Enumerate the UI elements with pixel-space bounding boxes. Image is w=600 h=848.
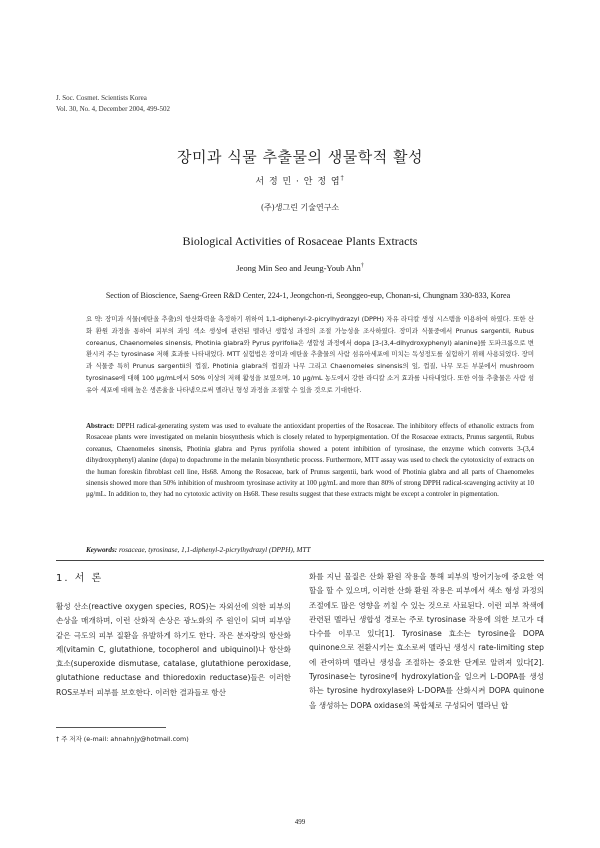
section-heading-introduction: 1. 서 론: [56, 573, 104, 584]
journal-volume: Vol. 30, No. 4, December 2004, 499-502: [56, 105, 170, 113]
footnote-divider: [56, 727, 166, 728]
keywords: [86, 546, 534, 554]
korean-abstract: 요 약: 장미과 식물(에탄올 추출)의 항산화력을 측정하기 위하여 1,1-diphenyl-2-picrylhydrazyl (DPPH) 자유 라디칼 생성 시스템을 이용하여 하였다. 또한 산화 환원 과정을 통하여 피부의 과잉 색소 생성에 관련된 멜라닌 생합성 과정의 조절 가능성을 조사하였다. 장미과 식물중에서 Prunus sargentii, Rubus coreanus, Chaenomeles sinensis, Photinia glabra와 Pyrus pyrifolia은 생합성 과정에서 dopa [3-(3,4-dihydroxyphenyl) alanine]를 도파크롬으로 변환시켜 주는 tyrosinase 저해 효과를 나타내었다. MTT 실험법은 장미과 에탄올 추출물의 사람 섬유아세포에 미치는 독성정도를 실험하기 위해 사용되었다. 장미과 식물중 특히 Prunus sargentii의 껍질, Photinia glabra의 껍질과 나무 그리고 Chaenomeles sinensis의 잎, 껍질, 나무 모든 부분에서 mushroom tyrosinase에 대해 100 μg/mL에서 50% 이상의 저해 활성을 보였으며, 10 μg/mL 농도에서 강한 라디칼 소거 효과를 나타내었다. 또한 이들 추출물은 사람 섬유아 세포에 대해 높은 생존율을 나타냄으로써 멜라닌 형성 과정을 조절할 수 있을 것으로 기대한다.: [86, 315, 534, 394]
abstract-label: Abstract:: [86, 422, 115, 430]
keywords-label: Keywords:: [86, 546, 118, 554]
korean-author-names: 서 정 민 · 안 정 엽: [255, 177, 341, 187]
korean-affiliation: (주)생그린 기술연구소: [260, 203, 340, 212]
page-number: 499: [294, 818, 306, 826]
corresponding-mark: †: [340, 175, 345, 182]
corresponding-mark-en: †: [360, 263, 364, 270]
body-column-left: 활성 산소(reactive oxygen species, ROS)는 자외선에 의한 피부의 손상을 매개하며, 이런 산화적 손상은 광노화의 주 원인이 되며 피부암 같은 극도의 피부 질환을 유발하게 하기도 한다. 작은 분자량의 항산화제(vitamin C, glutathione, tocopherol and ubiquinol)나 항산화 효소(superoxide dismutase, catalase, glutathione peroxidase, glutathione reductase and thioredoxin reductase)들은 이러한 ROS로부터 피부를 보호한다. 이러한 결과들로 항산: [56, 602, 291, 697]
journal-header: [56, 93, 170, 115]
korean-authors: [0, 174, 600, 187]
english-authors: [0, 263, 600, 273]
footnote: † 주 저자 (e-mail: ahnahnjy@hotmail.com): [56, 735, 189, 743]
body-column-right: 화를 지닌 물질은 산화 환원 작용을 통해 피부의 방어기능에 중요한 역할을 할 수 있으며, 이러한 산화 환원 작용은 피부에서 색소 형성 과정의 조절에도 많은 영향을 끼칠 수 있는 것으로 사료된다. 이런 피부 착색에 관련된 멜라닌 생합성 경로는 주로 tyrosinase 작용에 의한 보고가 대다수를 이루고 있다[1]. Tyrosinase 효소는 tyrosine을 DOPA quinone으로 전환시키는 효소로써 멜라닌 생성시 rate-limiting step에 관여하며 멜라닌 생성을 조절하는 중요한 단계로 알려져 있다[2]. Tyrosinase는 tyrosine에 hydroxylation을 일으켜 L-DOPA를 생성하는 tyrosine hydroxylase와 L-DOPA를 산화시켜 DOPA quinone을 생성하는 DOPA oxidase의 복합체로 구성되어 멜라닌 합: [309, 572, 544, 710]
korean-title: 장미과 식물 추출물의 생물학적 활성: [177, 148, 423, 166]
english-title: Biological Activities of Rosaceae Plants Extracts: [182, 234, 418, 248]
journal-name: J. Soc. Cosmet. Scientists Korea: [56, 94, 147, 102]
section-divider: [56, 560, 544, 561]
english-affiliation: Section of Bioscience, Saeng-Green R&D Center, 224-1, Jeongchon-ri, Seonggeo-eup, Chonan-si, Chungnam 330-833, Korea: [105, 291, 511, 300]
keywords-list: rosaceae, tyrosinase, 1,1-diphenyl-2-picrylhydrazyl (DPPH), MTT: [117, 546, 311, 554]
english-abstract: [86, 421, 534, 501]
abstract-text: DPPH radical-generating system was used to evaluate the antioxidant properties of the Rosaceae. The inhibitory effects of ethanolic extracts from Rosaceae plants were investigated on melanin biosynthesis which is closely related to hyperpigmentation. Of the Rosaceae extracts, Prunus sargentii, Rubus coreanus, Chaenomeles sinensis, Photinia glabra and Pyrus pyrifolia showed a potent inhibition of tyrosinase, the enzyme which converts 3-(3,4 dihydroxyphenyl) alanine (dopa) to dopachrome in the melanin biosynthetic process. Furthermore, MTT assay was used to check the cytotoxicity of extracts on the human foreskin fibroblast cell line, Hs68. Among the Rosaceae, bark of Prunus sargentii, bark wood of Photinia glabra and all parts of Chaenomeles sinensis showed more than 50% inhibition of mushroom tyrosinase activity at 100 μg/mL and more than 80% of strong DPPH radical-scavenging activity at 10 μg/mL. In addition to, they had no cytotoxic activity on Hs68. These results suggest that these extracts might be except a controler in pigmentation.: [86, 422, 534, 499]
english-author-names: Jeong Min Seo and Jeung-Youb Ahn: [236, 263, 361, 273]
